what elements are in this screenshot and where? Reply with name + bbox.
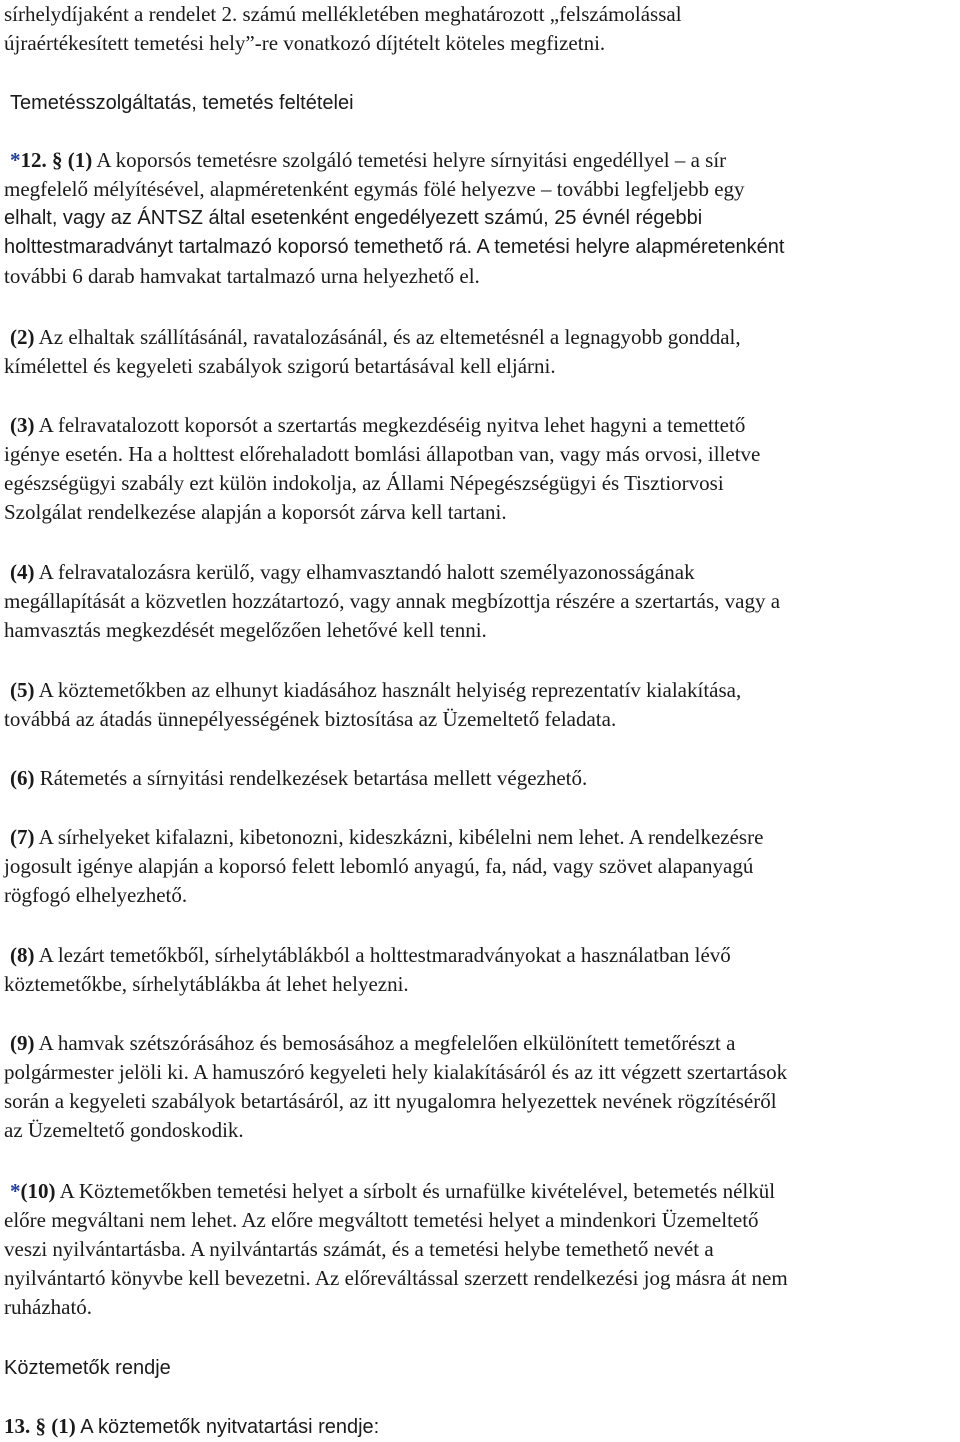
paragraph-line: megállapítását a közvetlen hozzátartozó, vagy annak megbízottja részére a szertartás, vagy a: [4, 589, 781, 613]
paragraph-12-6-first: (6) Rátemetés a sírnyitási rendelkezések betartása mellett végezhető.: [10, 766, 588, 790]
paragraph-line: továbbá az átadás ünnepélyességének biztosítása az Üzemeltető feladata.: [4, 707, 617, 731]
paragraph-13-1-first: 13. § (1) A köztemetők nyitvatartási rendje:: [4, 1414, 380, 1438]
paragraph-line: megfelelő mélyítésével, alapméretenként egymás fölé helyezve – további legfeljebb egy: [4, 177, 745, 201]
paragraph-line: egészségügyi szabály ezt külön indokolja, az Állami Népegészségügyi és Tisztiorvosi: [4, 471, 724, 495]
intro-line-2: újraértékesített temetési hely”-re vonatkozó díjtételt köteles megfizetni.: [4, 31, 606, 55]
paragraph-12-4-first: (4) A felravatalozásra kerülő, vagy elhamvasztandó halott személyazonosságának: [10, 560, 695, 584]
section-heading-funeral: Temetésszolgáltatás, temetés feltételei: [10, 92, 354, 114]
paragraph-12-7-first: (7) A sírhelyeket kifalazni, kibetonozni, kideszkázni, kibélelni nem lehet. A rendelkezésre: [10, 825, 764, 849]
section-number: 12. §: [20, 148, 63, 172]
paragraph-line: kímélettel és kegyeleti szabályok szigorú betartásával kell eljárni.: [4, 354, 556, 378]
paragraph-line: holttestmaradványt tartalmazó koporsó temethető rá. A temetési helyre alapméretenként: [4, 236, 785, 258]
section-heading-rules: Köztemetők rendje: [4, 1357, 171, 1379]
paragraph-line: további 6 darab hamvakat tartalmazó urna helyezhető el.: [4, 264, 480, 288]
paragraph-12-1-first: *12. § (1) A koporsós temetésre szolgáló temetési helyre sírnyitási engedéllyel – a sír: [10, 148, 727, 172]
paragraph-line: igénye esetén. Ha a holttest előrehaladott bomlási állapotban van, vagy más orvosi, illetve: [4, 442, 761, 466]
paragraph-line: polgármester jelöli ki. A hamuszóró kegyeleti hely kialakításáról és az itt végzett szertartások: [4, 1060, 788, 1084]
paragraph-line: veszi nyilvántartásba. A nyilvántartás számát, és a temetési helybe temethető nevét a: [4, 1237, 714, 1261]
paragraph-12-10-first: *(10) A Köztemetőkben temetési helyet a sírbolt és urnafülke kivételével, betemetés nélkül: [10, 1179, 776, 1203]
paragraph-line: az Üzemeltető gondoskodik.: [4, 1118, 244, 1142]
paragraph-line: ruházható.: [4, 1295, 93, 1319]
intro-line-1: sírhelydíjaként a rendelet 2. számú mellékletében meghatározott „felszámolással: [4, 2, 682, 26]
paragraph-line: hamvasztás megkezdését megelőzően lehetővé kell tenni.: [4, 618, 487, 642]
amendment-star[interactable]: *: [10, 148, 21, 172]
paragraph-line: köztemetőkbe, sírhelytáblákba át lehet helyezni.: [4, 972, 409, 996]
paragraph-line: jogosult igénye alapján a koporsó felett lebomló anyagú, fa, nád, vagy szövet alapanyagú: [4, 854, 754, 878]
paragraph-12-2-first: (2) Az elhaltak szállításánál, ravatalozásánál, és az eltemetésnél a legnagyobb gonddal,: [10, 325, 741, 349]
paragraph-12-3-first: (3) A felravatalozott koporsót a szertartás megkezdéséig nyitva lehet hagyni a temettető: [10, 413, 746, 437]
paragraph-line: elhalt, vagy az ÁNTSZ által esetenként engedélyezett számú, 25 évnél régebbi: [4, 207, 703, 229]
paragraph-line: Szolgálat rendelkezése alapján a koporsót zárva kell tartani.: [4, 500, 507, 524]
paragraph-12-8-first: (8) A lezárt temetőkből, sírhelytáblákból a holttestmaradványokat a használatban lévő: [10, 943, 731, 967]
paragraph-12-5-first: (5) A köztemetőkben az elhunyt kiadásához használt helyiség reprezentatív kialakítása,: [10, 678, 742, 702]
paragraph-line: nyilvántartó könyvbe kell bevezetni. Az előreváltással szerzett rendelkezési jog másra át nem: [4, 1266, 788, 1290]
paragraph-line: előre megváltani nem lehet. Az előre megváltott temetési helyet a mindenkori Üzemeltető: [4, 1208, 759, 1232]
paragraph-12-9-first: (9) A hamvak szétszórásához és bemosásához a megfelelően elkülönített temetőrészt a: [10, 1031, 736, 1055]
paragraph-line: rögfogó elhelyezhető.: [4, 883, 188, 907]
amendment-star[interactable]: *: [10, 1179, 21, 1203]
paragraph-line: során a kegyeleti szabályok betartásáról, az itt nyugalomra helyezettek nevének rögzítéséről: [4, 1089, 777, 1113]
